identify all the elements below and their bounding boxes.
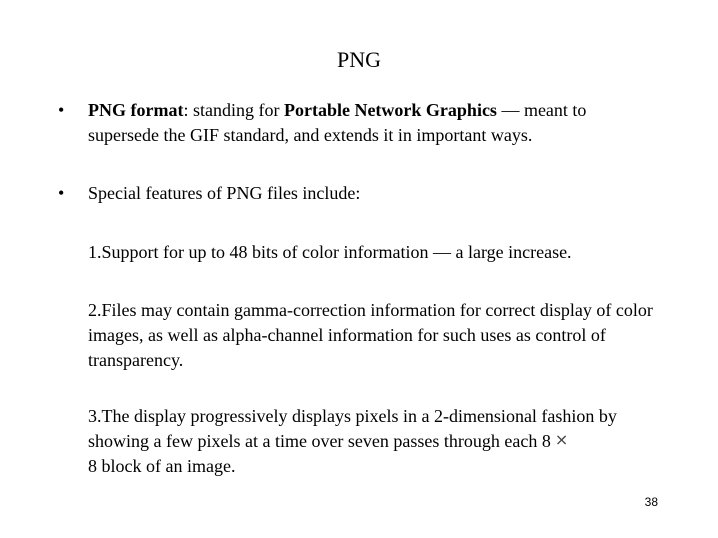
numbered-item-2: 2.Files may contain gamma-correction information for correct display of color images, as well as alpha-channel information for such uses as control of transparency. bbox=[88, 300, 653, 370]
bullet-marker: • bbox=[58, 183, 65, 203]
numbered-item-1: 1.Support for up to 48 bits of color information — a large increase. bbox=[88, 242, 572, 262]
page-number: 38 bbox=[644, 495, 658, 509]
bold-term: PNG format bbox=[88, 100, 184, 120]
bold-term: Portable Network Graphics bbox=[283, 100, 497, 120]
text-segment: : standing for bbox=[183, 100, 284, 120]
bullet-text bbox=[88, 98, 658, 148]
bullet-marker: • bbox=[58, 100, 65, 120]
bullet-text: Special features of PNG files include: bbox=[88, 183, 361, 203]
text-segment: — meant to supersede the GIF standard, and extends it in important ways. bbox=[88, 100, 587, 145]
item-text-tail: 8 block of an image. bbox=[88, 456, 236, 476]
numbered-item-3 bbox=[88, 404, 658, 479]
item-text: 3.The display progressively displays pixels in a 2-dimensional fashion by showing a few pixels at a time over seven passes through each 8 bbox=[88, 406, 617, 451]
times-symbol: × bbox=[554, 430, 569, 449]
slide-title: PNG bbox=[336, 47, 381, 72]
